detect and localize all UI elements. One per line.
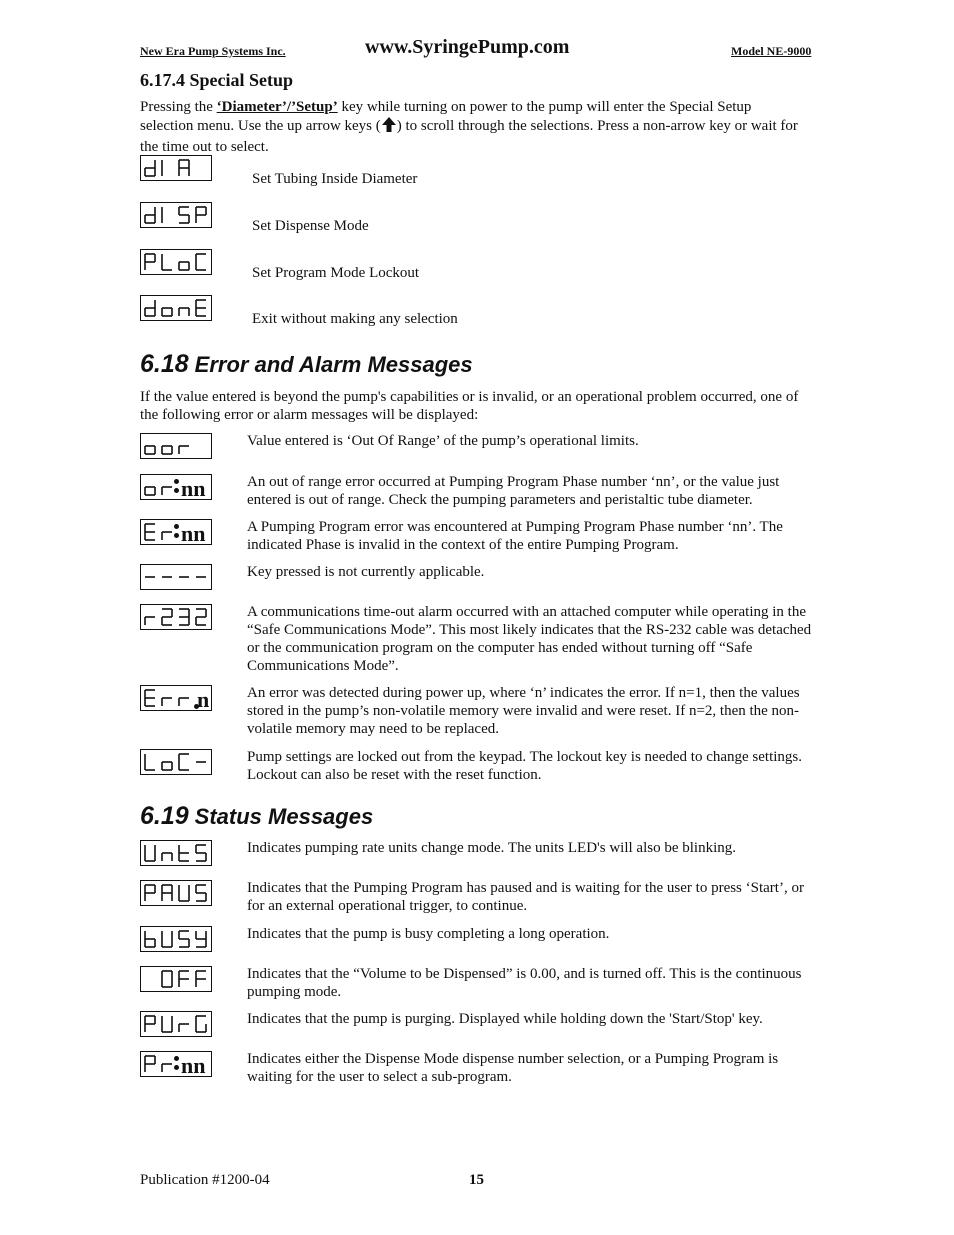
lcd-display: [140, 202, 212, 228]
seven-segment-glyphs: [141, 434, 211, 458]
message-description: A communications time-out alarm occurred with an attached computer while operating in the “Safe Communications Mode”. This most likely indicates that the RS-232 cable was detached or the communication program on the computer has ended without turning off “Safe Communications Mode”.: [247, 604, 812, 674]
lcd-display: [140, 966, 212, 992]
lcd-display: [140, 433, 212, 459]
header-company: New Era Pump Systems Inc.: [140, 44, 286, 58]
lcd-display: [140, 749, 212, 775]
error-section-heading: [140, 350, 473, 379]
status-section-heading: [140, 802, 373, 831]
seven-segment-glyphs: [141, 881, 211, 905]
lcd-display: [140, 249, 212, 275]
lcd-display: [140, 880, 212, 906]
seven-segment-glyphs: [141, 605, 211, 629]
lcd-display: [140, 685, 212, 711]
lcd-display: [140, 604, 212, 630]
lcd-display: [140, 926, 212, 952]
decimal-point-dot: [174, 1065, 179, 1070]
message-description: Indicates that the “Volume to be Dispensed” is 0.00, and is turned off. This is the continuous pumping mode.: [247, 966, 802, 1000]
seven-segment-glyphs: [141, 156, 211, 180]
special-setup-heading: 6.17.4 Special Setup: [140, 70, 294, 90]
seven-segment-glyphs: [141, 203, 211, 227]
status-section-title: Status Messages: [194, 804, 374, 829]
message-description: A Pumping Program error was encountered at Pumping Program Phase number ‘nn’. The indicated Phase is invalid in the context of the entire Pumping Program.: [247, 519, 783, 553]
seven-segment-glyphs: [141, 296, 211, 320]
error-section-title: Error and Alarm Messages: [194, 352, 473, 377]
message-description: Set Tubing Inside Diameter: [252, 171, 418, 187]
message-description: Indicates pumping rate units change mode. The units LED's will also be blinking.: [247, 840, 737, 856]
header-url: www.SyringePump.com: [365, 36, 570, 58]
decimal-point-dot: [174, 524, 179, 529]
decimal-point-dot: [174, 533, 179, 538]
message-description: Key pressed is not currently applicable.: [247, 564, 485, 580]
lcd-suffix: nn: [181, 476, 206, 501]
decimal-point-dot: [174, 479, 179, 484]
lcd-suffix: nn: [181, 521, 206, 546]
error-section-intro: If the value entered is beyond the pump's capabilities or is invalid, or an operational problem occurred, one of the following error or alarm messages will be displayed:: [140, 389, 799, 423]
special-setup-intro: [140, 98, 802, 156]
seven-segment-glyphs: [141, 1012, 211, 1036]
message-description: Set Program Mode Lockout: [252, 265, 420, 281]
seven-segment-glyphs: [141, 250, 211, 274]
lcd-suffix: nn: [181, 1053, 206, 1078]
decimal-point-dot: [174, 1056, 179, 1061]
message-description: Exit without making any selection: [252, 311, 458, 327]
lcd-display: [140, 840, 212, 866]
message-description: An out of range error occurred at Pumping Program Phase number ‘nn’, or the value just entered is out of range. Check the pumping parameters and peristaltic tube diameter.: [247, 474, 780, 508]
up-arrow-icon: [381, 116, 397, 138]
lcd-display: [140, 474, 212, 500]
lcd-suffix: n: [197, 687, 210, 712]
lcd-display: [140, 564, 212, 590]
lcd-display: [140, 295, 212, 321]
error-section-number: 6.18: [140, 350, 189, 378]
message-description: Indicates that the pump is purging. Displayed while holding down the 'Start/Stop' key.: [247, 1011, 763, 1027]
seven-segment-glyphs: [141, 841, 211, 865]
message-description: Pump settings are locked out from the keypad. The lockout key is needed to change settings. Lockout can also be reset with the reset function.: [247, 749, 803, 783]
footer-publication: Publication #1200-04: [140, 1172, 270, 1188]
seven-segment-glyphs: [141, 967, 211, 991]
lcd-display: [140, 155, 212, 181]
intro-text-1: Pressing the: [140, 99, 217, 115]
seven-segment-glyphs: [141, 750, 211, 774]
diameter-setup-key-label: ‘Diameter’/’Setup’: [216, 99, 338, 115]
status-section-number: 6.19: [140, 802, 189, 830]
message-description: Set Dispense Mode: [252, 218, 369, 234]
lcd-display: [140, 519, 212, 545]
page-number: 15: [469, 1172, 484, 1188]
lcd-display: [140, 1051, 212, 1077]
lcd-display: [140, 1011, 212, 1037]
seven-segment-glyphs: [141, 565, 211, 589]
intro-text-2: key while turning on power to the pump will enter the Special Setup selection menu. Use the up arrow keys (: [140, 99, 752, 134]
message-description: Indicates that the Pumping Program has paused and is waiting for the user to press ‘Start’, or for an external operational trigger, to continue.: [247, 880, 804, 914]
intro-text-3: ) to scroll through the selections. Press a non-arrow key or wait for the time out to select.: [140, 118, 798, 155]
message-description: Value entered is ‘Out Of Range’ of the pump’s operational limits.: [247, 433, 639, 449]
message-description: Indicates that the pump is busy completing a long operation.: [247, 926, 610, 942]
message-description: An error was detected during power up, where ‘n’ indicates the error. If n=1, then the values stored in the pump’s non-volatile memory were invalid and were reset. If n=2, then the non-volatile memory may need to be replaced.: [247, 685, 800, 737]
message-description: Indicates either the Dispense Mode dispense number selection, or a Pumping Program is waiting for the user to select a sub-program.: [247, 1051, 779, 1085]
seven-segment-glyphs: [141, 927, 211, 951]
header-model: Model NE-9000: [731, 44, 812, 58]
decimal-point-dot: [174, 488, 179, 493]
